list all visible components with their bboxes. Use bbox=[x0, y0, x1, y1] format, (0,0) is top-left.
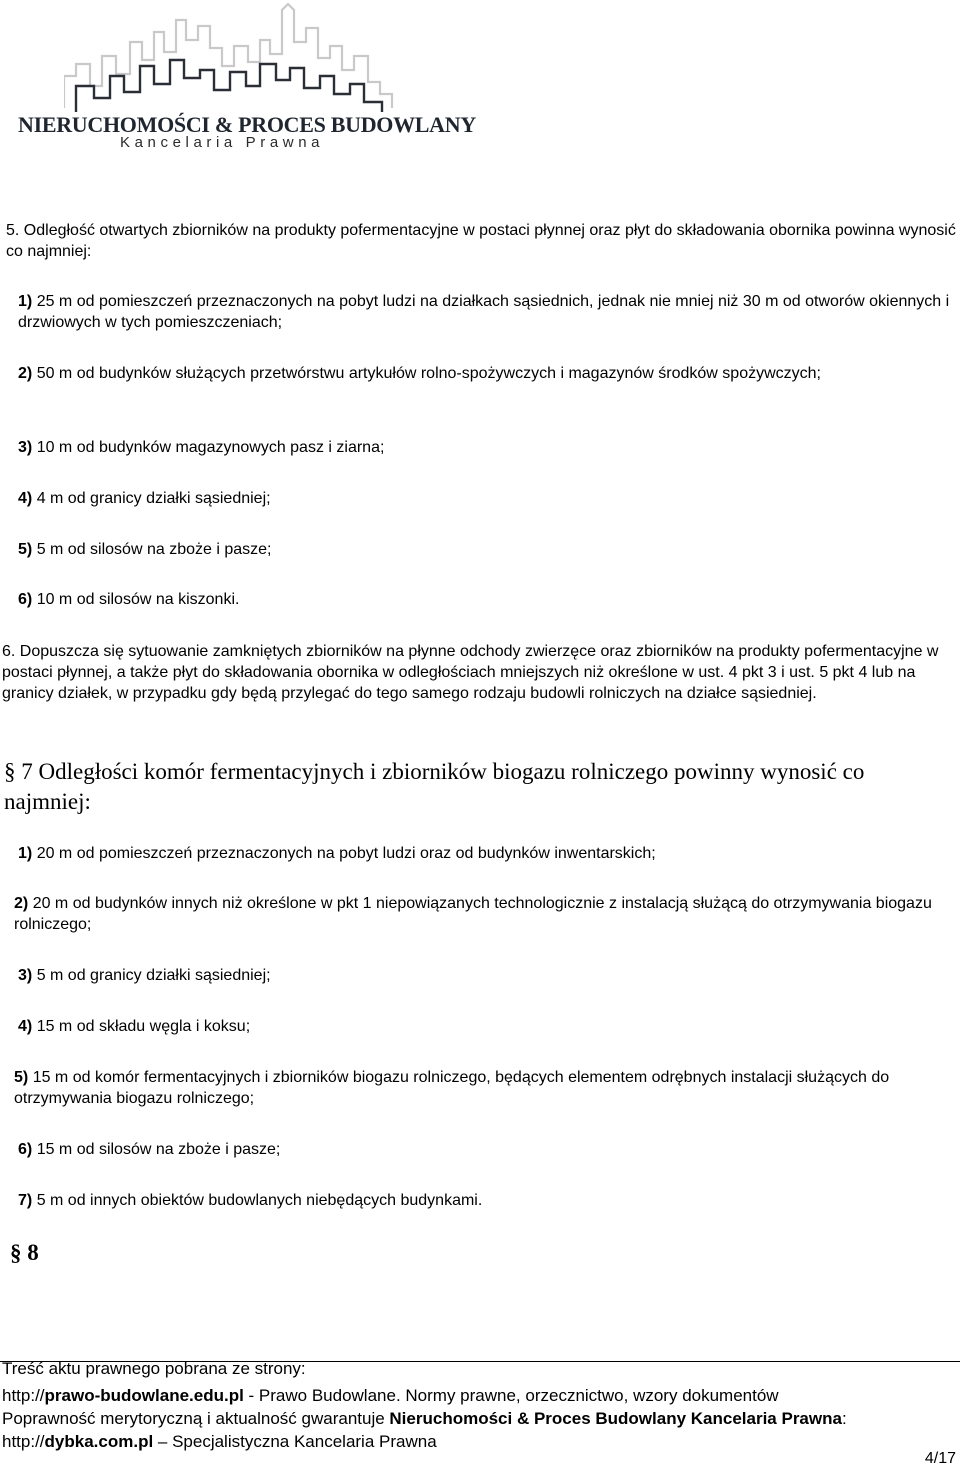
list-item-text: 5 m od innych obiektów budowlanych niebędących budynkami. bbox=[36, 1192, 483, 1209]
list-item bbox=[18, 438, 384, 459]
section-symbol: § bbox=[10, 1240, 22, 1265]
list-item bbox=[18, 292, 956, 334]
list-item-number: 2) bbox=[18, 365, 33, 382]
list-item bbox=[18, 844, 656, 865]
list-item bbox=[18, 489, 271, 510]
list-item-number: 2) bbox=[14, 895, 29, 912]
footer-firm-name: Nieruchomości & Proces Budowlany Kancelaria Prawna bbox=[389, 1409, 842, 1428]
list-item-text: 20 m od pomieszczeń przeznaczonych na pobyt ludzi oraz od budynków inwentarskich; bbox=[36, 845, 656, 862]
footer-source-desc: - Prawo Budowlane. Normy prawne, orzecznictwo, wzory dokumentów bbox=[243, 1386, 779, 1405]
list-item-number: 5) bbox=[18, 541, 33, 558]
list-item-number: 6) bbox=[18, 1141, 33, 1158]
city-skyline-logo-graphic bbox=[64, 2, 394, 114]
footer-firm-line bbox=[2, 1432, 437, 1452]
list-item-text: 15 m od silosów na zboże i pasze; bbox=[36, 1141, 281, 1158]
list-item bbox=[18, 1140, 280, 1161]
paragraph-5-intro: 5. Odległość otwartych zbiorników na produkty pofermentacyjne w postaci płynnej oraz płyt do składowania obornika powinna wynosić co najmniej: bbox=[6, 222, 956, 260]
list-item bbox=[18, 966, 271, 987]
list-item bbox=[14, 1068, 954, 1110]
list-item-text: 25 m od pomieszczeń przeznaczonych na pobyt ludzi na działkach sąsiednich, jednak nie mniej niż 30 m od otworów okiennych i drzwiowych w tych pomieszczeniach; bbox=[18, 293, 950, 331]
footer-guarantee-line bbox=[2, 1409, 847, 1429]
logo-subtitle: Kancelaria Prawna bbox=[120, 134, 325, 151]
section-7-heading bbox=[4, 757, 956, 817]
list-item-text: 4 m od granicy działki sąsiedniej; bbox=[36, 490, 271, 507]
section-8-heading bbox=[10, 1240, 39, 1266]
list-item-number: 4) bbox=[18, 490, 33, 507]
list-item bbox=[18, 590, 239, 611]
list-item-text: 15 m od komór fermentacyjnych i zbiorników biogazu rolniczego, będących elementem odrębnych instalacji służących do otrzymywania biogazu rolniczego; bbox=[14, 1069, 890, 1107]
list-item bbox=[14, 894, 954, 936]
section-8-number: 8 bbox=[27, 1240, 39, 1265]
list-item-number: 5) bbox=[14, 1069, 29, 1086]
footer-guarantee-suffix: : bbox=[841, 1409, 847, 1428]
list-item bbox=[18, 364, 956, 385]
footer-firm-desc: – Specjalistyczna Kancelaria Prawna bbox=[153, 1432, 437, 1451]
list-item bbox=[18, 1017, 250, 1038]
list-item-text: 20 m od budynków innych niż określone w pkt 1 niepowiązanych technologicznie z instalacją służącą do otrzymywania biogazu rolniczego; bbox=[14, 895, 932, 933]
list-item-text: 15 m od składu węgla i koksu; bbox=[36, 1018, 251, 1035]
list-item-number: 1) bbox=[18, 845, 33, 862]
footer-source-link[interactable]: prawo-budowlane.edu.pl bbox=[44, 1386, 244, 1405]
section-symbol: § bbox=[4, 759, 16, 784]
list-item-number: 7) bbox=[18, 1192, 33, 1209]
footer-url-prefix: http:// bbox=[2, 1432, 45, 1451]
footer-firm-link[interactable]: dybka.com.pl bbox=[44, 1432, 154, 1451]
list-item-number: 4) bbox=[18, 1018, 33, 1035]
list-item bbox=[18, 1191, 482, 1212]
page-number: 4/17 bbox=[924, 1450, 956, 1467]
footer-guarantee-prefix: Poprawność merytoryczną i aktualność gwarantuje bbox=[2, 1409, 390, 1428]
list-item-number: 6) bbox=[18, 591, 33, 608]
logo-title: NIERUCHOMOŚCI & PROCES BUDOWLANY bbox=[18, 112, 476, 137]
paragraph-6: 6. Dopuszcza się sytuowanie zamkniętych zbiorników na płynne odchody zwierzęce oraz zbiorników na produkty pofermentacyjne w postaci płynnej, a także płyt do składowania obornika w odległościach mniejszych niż określone w ust. 4 pkt 3 i ust. 5 pkt 4 lub na granicy działek, w przypadku gdy będą przylegać do tego samego rodzaju budowli rolniczych na działce sąsiedniej. bbox=[2, 643, 939, 702]
list-item-number: 1) bbox=[18, 293, 33, 310]
list-item-number: 3) bbox=[18, 439, 33, 456]
list-item-text: 5 m od granicy działki sąsiedniej; bbox=[36, 967, 271, 984]
kancelaria-logo bbox=[8, 0, 476, 160]
footer-source-line bbox=[2, 1386, 779, 1406]
list-item-text: 10 m od silosów na kiszonki. bbox=[36, 591, 240, 608]
footer-source-label: Treść aktu prawnego pobrana ze strony: bbox=[2, 1359, 306, 1378]
list-item-number: 3) bbox=[18, 967, 33, 984]
list-item-text: 50 m od budynków służących przetwórstwu artykułów rolno-spożywczych i magazynów środków spożywczych; bbox=[36, 365, 821, 382]
section-7-text: 7 Odległości komór fermentacyjnych i zbiorników biogazu rolniczego powinny wynosić co najmniej: bbox=[4, 759, 865, 814]
list-item bbox=[18, 540, 271, 561]
list-item-text: 10 m od budynków magazynowych pasz i ziarna; bbox=[36, 439, 385, 456]
footer-url-prefix: http:// bbox=[2, 1386, 45, 1405]
list-item-text: 5 m od silosów na zboże i pasze; bbox=[36, 541, 272, 558]
